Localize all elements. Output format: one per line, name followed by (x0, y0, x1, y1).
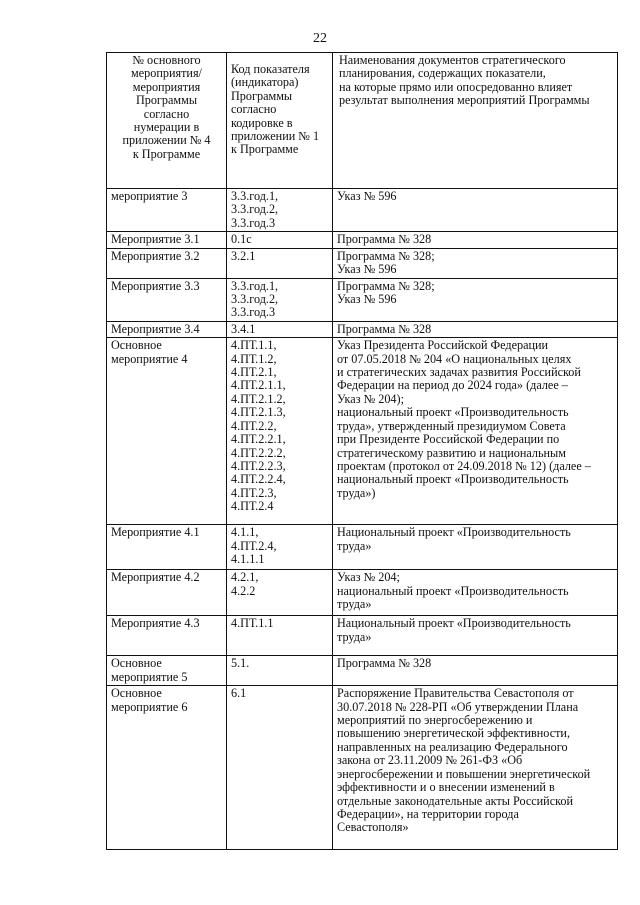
cell-measure: Мероприятие 4.1 (107, 525, 227, 570)
table-row (107, 248, 618, 278)
header-measure-number: № основного мероприятия/ мероприятия Программы согласно нумерации в приложении № 4 к Программе (107, 53, 227, 189)
table-row (107, 321, 618, 337)
cell-measure: Мероприятие 3.1 (107, 232, 227, 248)
cell-measure: Основное мероприятие 4 (107, 338, 227, 525)
table-row (107, 616, 618, 656)
cell-codes: 5.1. (227, 656, 333, 686)
cell-documents: Программа № 328 (333, 656, 618, 686)
cell-documents: Указ № 596 (333, 189, 618, 232)
cell-codes: 0.1с (227, 232, 333, 248)
table-row (107, 570, 618, 616)
cell-documents: Программа № 328 (333, 232, 618, 248)
cell-codes: 3.2.1 (227, 248, 333, 278)
table-row (107, 232, 618, 248)
header-indicator-code: Код показателя (индикатора) Программы согласно кодировке в приложении № 1 к Программе (227, 53, 333, 189)
cell-documents: Программа № 328; Указ № 596 (333, 248, 618, 278)
cell-documents: Указ Президента Российской Федерации от 07.05.2018 № 204 «О национальных целях и стратегических задачах развития Российской Федерации на период до 2024 года» (далее – Указ № 204); национальный проект «Производительность труда», утвержденный президиумом Совета при Президенте Российской Федерации по стратегическому развитию и национальным проектам (протокол от 24.09.2018 № 12) (далее – национальный проект «Производительность труда») (333, 338, 618, 525)
cell-measure: Мероприятие 4.2 (107, 570, 227, 616)
table-row (107, 656, 618, 686)
cell-measure: Мероприятие 3.2 (107, 248, 227, 278)
cell-codes: 6.1 (227, 686, 333, 850)
table-row (107, 189, 618, 232)
cell-codes: 4.ПТ.1.1, 4.ПТ.1.2, 4.ПТ.2.1, 4.ПТ.2.1.1, 4.ПТ.2.1.2, 4.ПТ.2.1.3, 4.ПТ.2.2, 4.ПТ.2.2.1, 4.ПТ.2.2.2, 4.ПТ.2.2.3, 4.ПТ.2.2.4, 4.ПТ.2.3, 4.ПТ.2.4 (227, 338, 333, 525)
table-row (107, 686, 618, 850)
table-row (107, 525, 618, 570)
cell-measure: Основное мероприятие 5 (107, 656, 227, 686)
table-row (107, 338, 618, 525)
cell-documents: Национальный проект «Производительность труда» (333, 616, 618, 656)
cell-codes: 4.ПТ.1.1 (227, 616, 333, 656)
cell-documents: Указ № 204; национальный проект «Производительность труда» (333, 570, 618, 616)
cell-measure: Мероприятие 3.4 (107, 321, 227, 337)
cell-documents: Распоряжение Правительства Севастополя от 30.07.2018 № 228-РП «Об утверждении Плана мероприятий по энергосбережению и повышению энергетической эффективности, направленных на реализацию Федерального закона от 23.11.2009 № 261-ФЗ «Об энергосбережении и повышении энергетической эффективности и о внесении изменений в отдельные законодательные акты Российской Федерации», на территории города Севастополя» (333, 686, 618, 850)
cell-documents: Программа № 328; Указ № 596 (333, 278, 618, 321)
cell-documents: Программа № 328 (333, 321, 618, 337)
cell-measure: Мероприятие 4.3 (107, 616, 227, 656)
header-strategic-documents: Наименования документов стратегического планирования, содержащих показатели, на которые прямо или опосредованно влияет результат выполнения мероприятий Программы (333, 53, 618, 189)
table-header-row (107, 53, 618, 189)
page-number: 22 (313, 31, 327, 46)
cell-documents: Национальный проект «Производительность труда» (333, 525, 618, 570)
cell-measure: Основное мероприятие 6 (107, 686, 227, 850)
table-row (107, 278, 618, 321)
cell-codes: 3.3.год.1, 3.3.год.2, 3.3.год.3 (227, 189, 333, 232)
cell-codes: 4.1.1, 4.ПТ.2.4, 4.1.1.1 (227, 525, 333, 570)
cell-measure: мероприятие 3 (107, 189, 227, 232)
cell-codes: 3.3.год.1, 3.3.год.2, 3.3.год.3 (227, 278, 333, 321)
cell-codes: 4.2.1, 4.2.2 (227, 570, 333, 616)
cell-codes: 3.4.1 (227, 321, 333, 337)
measures-table (106, 52, 618, 850)
cell-measure: Мероприятие 3.3 (107, 278, 227, 321)
